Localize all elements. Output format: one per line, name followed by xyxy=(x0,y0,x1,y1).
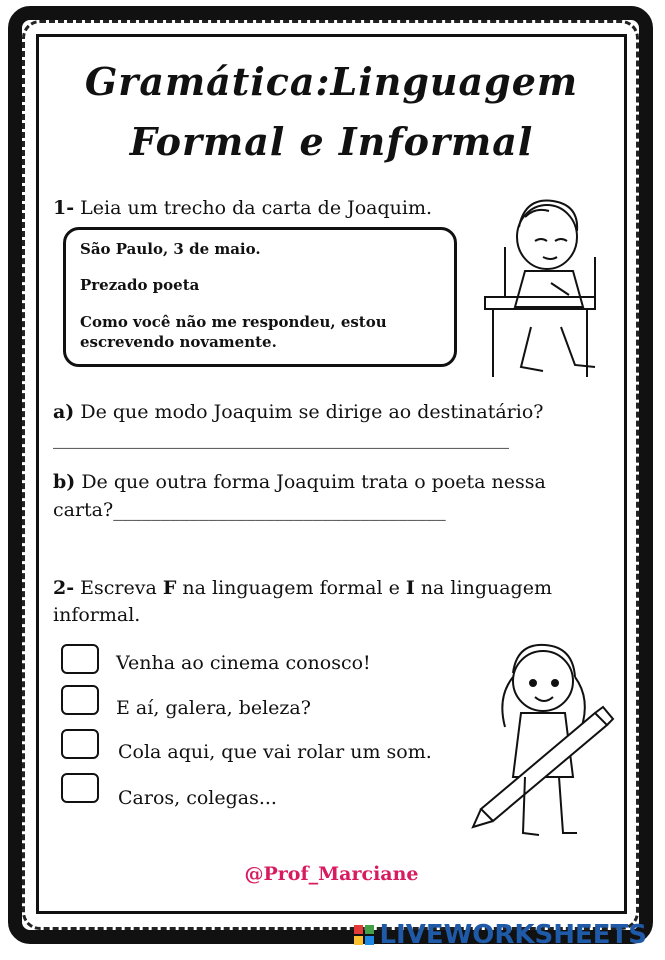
question-a-text: De que modo Joaquim se dirige ao destinatário? xyxy=(80,401,544,423)
title-line-2: Formal e Informal xyxy=(129,119,534,164)
question-2-number: 2- xyxy=(53,577,75,599)
answer-box-1[interactable] xyxy=(61,644,99,674)
question-2 xyxy=(53,577,552,599)
question-2-text-a: Escreva xyxy=(80,577,163,599)
option-3: Cola aqui, que vai rolar um som. xyxy=(118,741,432,763)
question-1 xyxy=(53,197,432,219)
letter-excerpt-box xyxy=(63,227,457,367)
question-2-text-b: na linguagem formal e xyxy=(176,577,406,599)
letter-line-1: São Paulo, 3 de maio. xyxy=(80,240,261,258)
answer-box-3[interactable] xyxy=(61,729,99,759)
letter-line-3: Como você não me respondeu, estou escrevendo novamente. xyxy=(80,313,387,351)
question-2-f: F xyxy=(162,577,177,599)
boy-writing-illustration xyxy=(465,187,615,387)
question-b xyxy=(53,471,546,493)
question-b-label: b) xyxy=(53,471,76,493)
option-1: Venha ao cinema conosco! xyxy=(116,652,371,674)
question-b-line-2 xyxy=(53,499,446,521)
answer-box-4[interactable] xyxy=(61,773,99,803)
title-line-1: Gramática:Linguagem xyxy=(84,59,579,104)
liveworksheets-wordmark: LIVEWORKSHEETS xyxy=(379,920,647,950)
question-2-text-2: informal. xyxy=(53,604,141,626)
answer-box-2[interactable] xyxy=(61,685,99,715)
question-b-text-2: carta? xyxy=(53,499,114,521)
liveworksheets-logo xyxy=(353,920,647,950)
answer-line-b: ___________________________________ xyxy=(113,499,446,521)
option-2: E aí, galera, beleza? xyxy=(116,697,311,719)
question-a xyxy=(53,401,543,423)
girl-with-pencil-illustration xyxy=(467,637,617,847)
author-handle: @Prof_Marciane xyxy=(244,863,419,885)
question-a-label: a) xyxy=(53,401,75,423)
question-b-text: De que outra forma Joaquim trata o poeta nessa xyxy=(81,471,546,493)
question-2-text-c: na linguagem xyxy=(414,577,552,599)
letter-line-2: Prezado poeta xyxy=(80,276,200,294)
question-1-prompt: Leia um trecho da carta de Joaquim. xyxy=(80,197,433,219)
answer-line-a: ________________________________________________ xyxy=(53,427,509,449)
option-4: Caros, colegas... xyxy=(118,787,277,809)
liveworksheets-icon xyxy=(353,924,375,946)
question-1-number: 1- xyxy=(53,197,75,219)
question-2-i: I xyxy=(405,577,415,599)
worksheet-page xyxy=(39,37,624,911)
